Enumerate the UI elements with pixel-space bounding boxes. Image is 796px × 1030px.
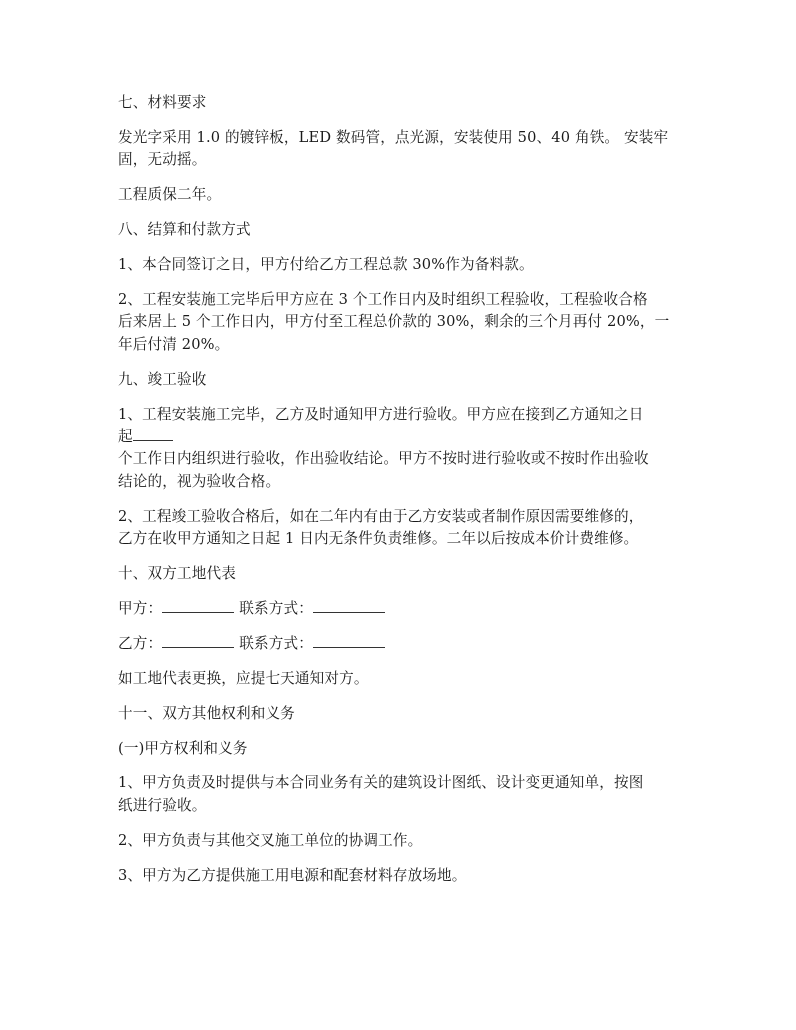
party-b-representative	[118, 633, 693, 655]
text-line: 个工作日内组织进行验收，作出验收结论。甲方不按时进行验收或不按时作出验收	[118, 450, 649, 468]
heading-text: 九、竣工验收	[118, 370, 207, 388]
text-fragment: 起	[118, 427, 133, 445]
contact-label: 联系方式：	[239, 599, 313, 617]
text-line: 纸进行验收。	[118, 796, 207, 814]
representative-change-paragraph	[118, 668, 693, 690]
text-line: 结论的，视为验收合格。	[118, 472, 281, 490]
text-line: 2、工程安装施工完毕后甲方应在 3 个工作日内及时组织工程验收，工程验收合格	[118, 290, 648, 308]
section-7-heading	[118, 92, 693, 114]
section-9-heading	[118, 369, 693, 391]
section-11-subheading	[118, 738, 693, 760]
heading-text: 十、双方工地代表	[118, 565, 236, 582]
heading-text: 八、结算和付款方式	[118, 221, 251, 239]
contact-label: 联系方式：	[239, 634, 313, 652]
obligation-item-2	[118, 830, 693, 852]
text-line: 年后付清 20%。	[118, 335, 230, 353]
text-line: 后来居上 5 个工作日内，甲方付至工程总价款的 30%，剩余的三个月再付 20%，一	[118, 313, 670, 331]
rep-line	[118, 598, 693, 620]
obligation-item-1	[118, 772, 693, 817]
section-11-heading	[118, 703, 693, 725]
text-line: 如工地代表更换，应提七天通知对方。	[118, 669, 369, 687]
text-line: 2、工程竣工验收合格后，如在二年内有由于乙方安装或者制作原因需要维修的，	[118, 507, 644, 525]
party-b-label: 乙方：	[118, 634, 163, 652]
fill-in-blank	[133, 426, 173, 441]
obligation-item-3	[118, 865, 693, 887]
document-page	[118, 92, 693, 900]
material-requirements-paragraph	[118, 127, 693, 172]
text-line: 发光字采用 1.0 的镀锌板，LED 数码管，点光源，安装使用 50、40 角铁。 安装牢	[118, 128, 669, 146]
rep-line	[118, 633, 693, 655]
payment-item-2	[118, 289, 693, 356]
warranty-paragraph	[118, 184, 693, 206]
text-line: 1、工程安装施工完毕，乙方及时通知甲方进行验收。甲方应在接到乙方通知之日	[118, 405, 644, 423]
text-line: 1、甲方负责及时提供与本合同业务有关的建筑设计图纸、设计变更通知单，按图	[118, 774, 644, 792]
subheading-text: (一)甲方权利和义务	[118, 739, 248, 757]
text-line: 固，无动摇。	[118, 151, 207, 169]
text-line: 2、甲方负责与其他交叉施工单位的协调工作。	[118, 831, 423, 849]
party-a-label: 甲方：	[118, 599, 163, 617]
heading-text: 七、材料要求	[118, 94, 207, 111]
party-b-name-blank	[162, 633, 234, 648]
heading-text: 十一、双方其他权利和义务	[118, 704, 295, 722]
party-a-contact-blank	[313, 598, 385, 613]
acceptance-item-1	[118, 404, 693, 494]
text-line: 乙方在收甲方通知之日起 1 日内无条件负责维修。二年以后按成本价计费维修。	[118, 530, 639, 548]
text-line: 3、甲方为乙方提供施工用电源和配套材料存放场地。	[118, 866, 467, 884]
party-a-representative	[118, 598, 693, 620]
text-line: 工程质保二年。	[118, 186, 222, 204]
party-a-name-blank	[162, 598, 234, 613]
section-8-heading	[118, 219, 693, 241]
text-line-with-blank	[118, 426, 693, 448]
text-line: 1、本合同签订之日，甲方付给乙方工程总款 30%作为备料款。	[118, 256, 534, 274]
acceptance-item-2	[118, 506, 693, 551]
party-b-contact-blank	[313, 633, 385, 648]
section-10-heading	[118, 563, 693, 585]
payment-item-1	[118, 254, 693, 276]
